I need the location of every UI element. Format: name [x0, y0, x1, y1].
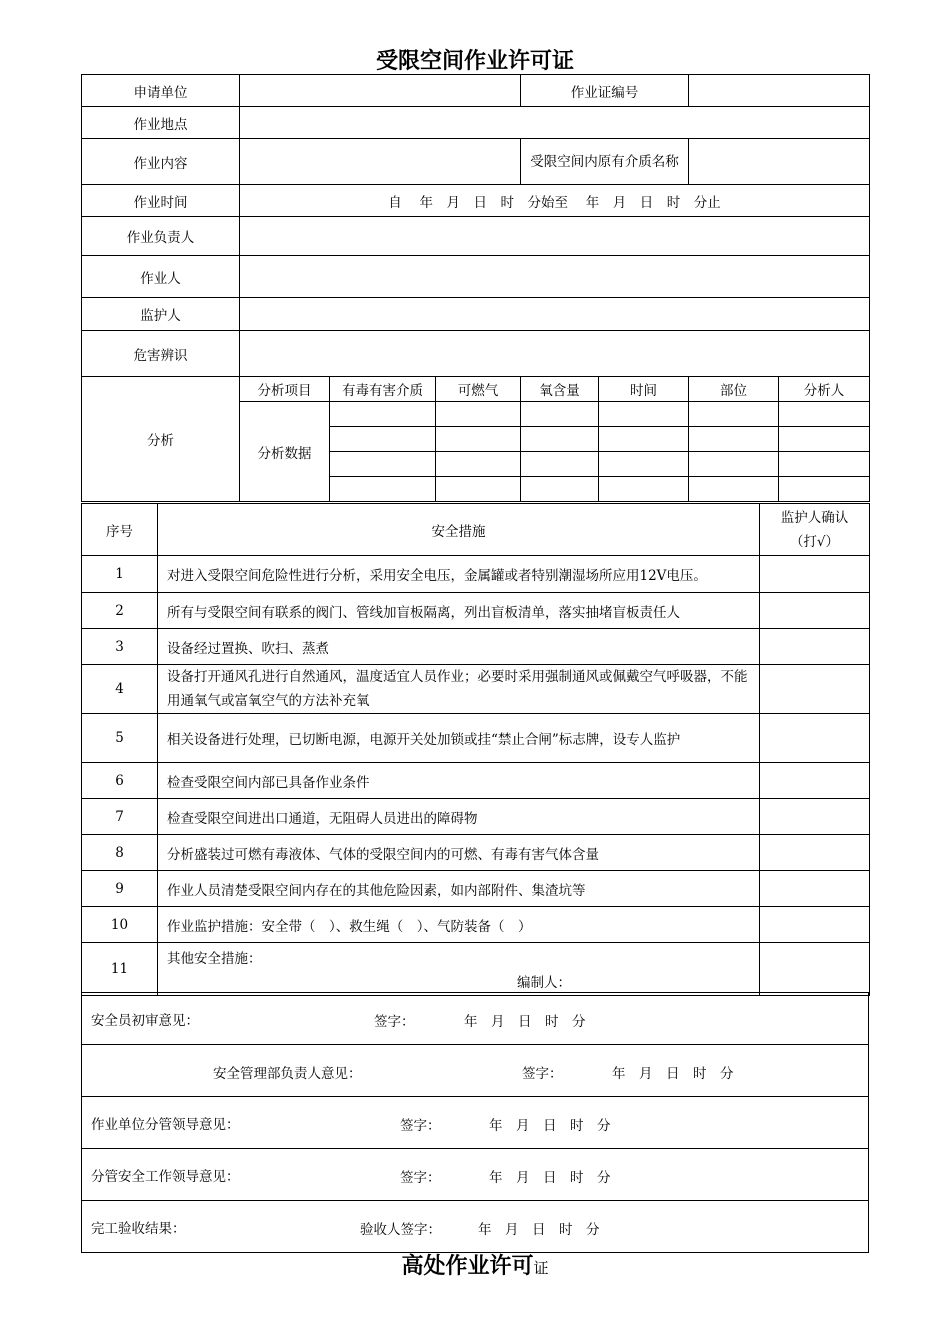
guardian-label: 监护人 — [82, 298, 240, 331]
analysis-cell[interactable] — [599, 427, 689, 452]
other-measures-label: 其他安全措施： — [167, 951, 262, 967]
approval-row[interactable] — [82, 993, 869, 1045]
date-label: 年 月 日 时 分 — [489, 1170, 611, 1186]
confirm-cell[interactable] — [760, 799, 870, 835]
analysis-col-4: 部位 — [689, 377, 779, 402]
leader-label: 作业负责人 — [82, 217, 240, 256]
confirm-cell[interactable] — [760, 665, 870, 714]
analysis-cell[interactable] — [521, 477, 599, 502]
other-measures-cell[interactable] — [158, 943, 760, 996]
analysis-cell[interactable] — [330, 477, 436, 502]
analysis-cell[interactable] — [521, 427, 599, 452]
analysis-cell[interactable] — [436, 477, 521, 502]
analysis-data-label: 分析数据 — [240, 402, 330, 502]
analysis-cell[interactable] — [436, 427, 521, 452]
unit-label: 申请单位 — [82, 75, 240, 107]
guardian-field[interactable] — [240, 298, 870, 331]
analysis-cell[interactable] — [689, 452, 779, 477]
measure-no: 6 — [82, 763, 158, 799]
location-label: 作业地点 — [82, 107, 240, 139]
confirm-cell[interactable] — [760, 763, 870, 799]
analysis-cell[interactable] — [779, 477, 870, 502]
medium-label: 受限空间内原有介质名称 — [521, 139, 689, 185]
next-title-main: 高处作业许可 — [401, 1254, 534, 1279]
measure-no: 9 — [82, 871, 158, 907]
analysis-cell[interactable] — [330, 402, 436, 427]
approvals-table — [81, 992, 869, 1253]
time-value[interactable]: 自 年 月 日 时 分始至 年 月 日 时 分止 — [240, 185, 870, 217]
analysis-cell[interactable] — [330, 427, 436, 452]
confirm-cell[interactable] — [760, 835, 870, 871]
confirm-cell[interactable] — [760, 871, 870, 907]
analysis-col-0: 有毒有害介质 — [330, 377, 436, 402]
measure-no: 11 — [82, 943, 158, 996]
location-field[interactable] — [240, 107, 870, 139]
analysis-cell[interactable] — [689, 402, 779, 427]
measure-text: 作业监护措施：安全带（ ）、救生绳（ ）、气防装备（ ） — [158, 907, 760, 943]
approval-label: 安全管理部负责人意见： — [213, 1066, 362, 1082]
measure-text: 设备打开通风孔进行自然通风，温度适宜人员作业；必要时采用强制通风或佩戴空气呼吸器，不能用通氧气或富氧空气的方法补充氧 — [158, 665, 760, 714]
analysis-cell[interactable] — [779, 427, 870, 452]
measure-header: 安全措施 — [158, 504, 760, 556]
measure-text: 相关设备进行处理，已切断电源，电源开关处加锁或挂“禁止合闸”标志牌，设专人监护 — [158, 714, 760, 763]
analysis-cell[interactable] — [599, 402, 689, 427]
analysis-cell[interactable] — [599, 477, 689, 502]
measure-no: 7 — [82, 799, 158, 835]
analysis-label: 分析 — [82, 377, 240, 502]
date-label: 年 月 日 时 分 — [478, 1222, 600, 1238]
measure-text: 设备经过置换、吹扫、蒸煮 — [158, 629, 760, 665]
medium-field[interactable] — [689, 139, 870, 185]
date-label: 年 月 日 时 分 — [612, 1066, 734, 1082]
analysis-col-2: 氧含量 — [521, 377, 599, 402]
analysis-cell[interactable] — [779, 452, 870, 477]
analysis-cell[interactable] — [521, 452, 599, 477]
measure-text: 所有与受限空间有联系的阀门、管线加盲板隔离，列出盲板清单，落实抽堵盲板责任人 — [158, 593, 760, 629]
content-field[interactable] — [240, 139, 521, 185]
analysis-cell[interactable] — [689, 427, 779, 452]
measure-no: 2 — [82, 593, 158, 629]
confirm-header: 监护人确认（打√） — [760, 504, 870, 556]
confirm-cell[interactable] — [760, 556, 870, 593]
analysis-cell[interactable] — [436, 402, 521, 427]
measure-no: 3 — [82, 629, 158, 665]
analysis-cell[interactable] — [779, 402, 870, 427]
measure-no: 4 — [82, 665, 158, 714]
confirm-cell[interactable] — [760, 907, 870, 943]
analysis-col-1: 可燃气 — [436, 377, 521, 402]
approval-label: 完工验收结果： — [91, 1220, 186, 1237]
confirm-cell[interactable] — [760, 714, 870, 763]
analysis-cell[interactable] — [436, 452, 521, 477]
next-title-tail: 证 — [533, 1259, 549, 1277]
content-label: 作业内容 — [82, 139, 240, 185]
unit-field[interactable] — [240, 75, 521, 107]
author-label: 编制人： — [517, 975, 571, 991]
confirm-cell[interactable] — [760, 943, 870, 996]
time-label: 作业时间 — [82, 185, 240, 217]
measure-no: 10 — [82, 907, 158, 943]
analysis-col-5: 分析人 — [779, 377, 870, 402]
measure-no: 5 — [82, 714, 158, 763]
measure-text: 作业人员清楚受限空间内存在的其他危险因素，如内部附件、集渣坑等 — [158, 871, 760, 907]
leader-field[interactable] — [240, 217, 870, 256]
sign-label: 签字： — [400, 1118, 441, 1134]
measure-no: 1 — [82, 556, 158, 593]
analysis-cell[interactable] — [330, 452, 436, 477]
measure-no: 8 — [82, 835, 158, 871]
analysis-cell[interactable] — [599, 452, 689, 477]
approval-label: 安全员初审意见： — [91, 1012, 199, 1029]
sign-label: 验收人签字： — [360, 1222, 441, 1238]
measure-text: 检查受限空间进出口通道，无阻碍人员进出的障碍物 — [158, 799, 760, 835]
worker-field[interactable] — [240, 256, 870, 298]
next-form-title — [0, 1252, 950, 1282]
approval-row[interactable] — [82, 1045, 869, 1097]
date-label: 年 月 日 时 分 — [464, 1014, 586, 1030]
hazard-label: 危害辨识 — [82, 331, 240, 377]
approval-label: 分管安全工作领导意见： — [91, 1168, 240, 1185]
worker-label: 作业人 — [82, 256, 240, 298]
confirm-cell[interactable] — [760, 629, 870, 665]
confirm-cell[interactable] — [760, 593, 870, 629]
measure-text: 检查受限空间内部已具备作业条件 — [158, 763, 760, 799]
measure-text: 分析盛装过可燃有毒液体、气体的受限空间内的可燃、有毒有害气体含量 — [158, 835, 760, 871]
sign-label: 签字： — [374, 1014, 415, 1030]
approval-label: 作业单位分管领导意见： — [91, 1116, 240, 1133]
date-label: 年 月 日 时 分 — [489, 1118, 611, 1134]
analysis-cell[interactable] — [689, 477, 779, 502]
measure-text: 对进入受限空间危险性进行分析，采用安全电压，金属罐或者特别潮湿场所应用12V电压。 — [158, 556, 760, 593]
safety-measures-table — [81, 503, 870, 996]
permit-no-field[interactable] — [689, 75, 870, 107]
permit-info-table — [81, 74, 870, 502]
hazard-field[interactable] — [240, 331, 870, 377]
page-title: 受限空间作业许可证 — [375, 49, 574, 74]
analysis-item-label: 分析项目 — [240, 377, 330, 402]
no-header: 序号 — [82, 504, 158, 556]
sign-label: 签字： — [522, 1066, 563, 1082]
permit-no-label: 作业证编号 — [521, 75, 689, 107]
sign-label: 签字： — [400, 1170, 441, 1186]
analysis-col-3: 时间 — [599, 377, 689, 402]
approval-row[interactable] — [82, 1097, 869, 1149]
approval-row[interactable] — [82, 1149, 869, 1201]
approval-row[interactable] — [82, 1201, 869, 1253]
analysis-cell[interactable] — [521, 402, 599, 427]
